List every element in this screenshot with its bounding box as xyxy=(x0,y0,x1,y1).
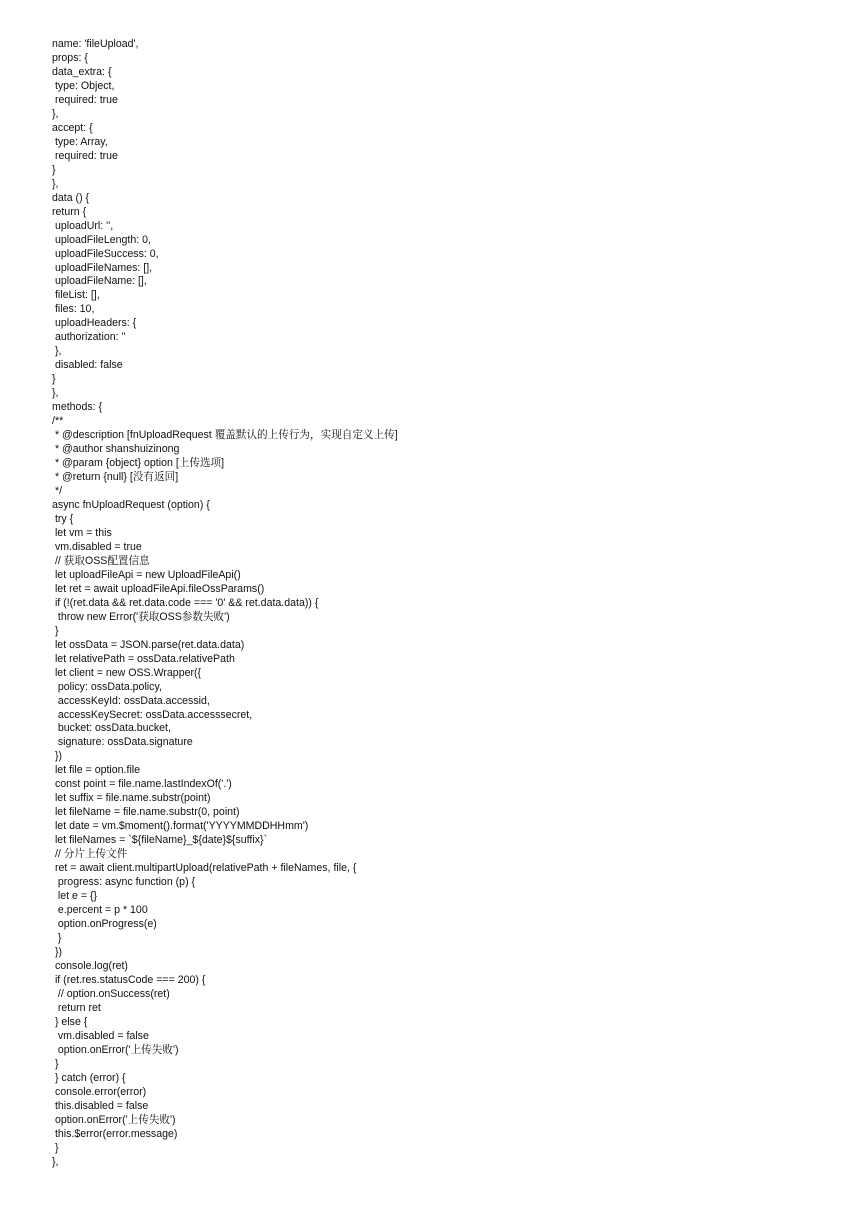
code-line: let relativePath = ossData.relativePath xyxy=(52,652,235,665)
code-line: let client = new OSS.Wrapper({ xyxy=(52,666,202,679)
code-line: let uploadFileApi = new UploadFileApi() xyxy=(52,568,241,581)
code-line: // 分片上传文件 xyxy=(52,848,128,861)
code-line: let ossData = JSON.parse(ret.data.data) xyxy=(52,638,245,651)
code-line: methods: { xyxy=(52,401,103,414)
code-line: uploadFileSuccess: 0, xyxy=(52,247,159,260)
code-line: let suffix = file.name.substr(point) xyxy=(52,792,211,805)
code-line: accept: { xyxy=(52,121,93,134)
code-line: throw new Error('获取OSS参数失败') xyxy=(52,610,230,623)
code-line: // option.onSuccess(ret) xyxy=(52,987,170,1000)
code-line: signature: ossData.signature xyxy=(52,736,193,749)
code-line: let file = option.file xyxy=(52,764,141,777)
code-line: * @param {object} option [上传选项] xyxy=(52,457,225,470)
code-line: * @return {null} [没有返回] xyxy=(52,471,179,484)
code-line: uploadFileName: [], xyxy=(52,275,147,288)
code-line: this.$error(error.message) xyxy=(52,1127,178,1140)
code-line: uploadFileNames: [], xyxy=(52,261,153,274)
code-line: progress: async function (p) { xyxy=(52,876,196,889)
code-line: } xyxy=(52,932,62,944)
code-line: console.log(ret) xyxy=(52,959,128,972)
code-line: } catch (error) { xyxy=(52,1071,126,1084)
code-line: }, xyxy=(52,177,59,190)
code-line: vm.disabled = true xyxy=(52,540,142,553)
code-line: } xyxy=(52,624,59,637)
code-line: return { xyxy=(52,205,87,218)
code-line: uploadUrl: '', xyxy=(52,219,114,232)
code-line: name: 'fileUpload', xyxy=(52,38,139,50)
code-line: } else { xyxy=(52,1015,88,1028)
code-line: } xyxy=(52,163,56,176)
code-line: * @author shanshuizinong xyxy=(52,443,180,456)
code-line: try { xyxy=(52,512,74,525)
code-line: async fnUploadRequest (option) { xyxy=(52,498,210,511)
code-line: * @description [fnUploadRequest 覆盖默认的上传行为，实现自定义上传] xyxy=(52,429,398,442)
code-line: let e = {} xyxy=(52,890,98,903)
code-line: option.onProgress(e) xyxy=(52,918,157,931)
code-line: } xyxy=(52,1141,59,1154)
code-line: props: { xyxy=(52,51,88,64)
code-line: data () { xyxy=(52,191,90,204)
code-line: return ret xyxy=(52,1001,101,1014)
code-line: console.error(error) xyxy=(52,1085,147,1098)
code-line: required: true xyxy=(52,149,118,162)
code-line: option.onError('上传失败') xyxy=(52,1043,179,1056)
code-line: uploadFileLength: 0, xyxy=(52,233,151,246)
code-line: let date = vm.$moment().format('YYYYMMDDHHmm') xyxy=(52,820,309,833)
code-line: }) xyxy=(52,945,63,958)
code-line: bucket: ossData.bucket, xyxy=(52,722,171,735)
code-line: data_extra: { xyxy=(52,65,112,78)
code-line: fileList: [], xyxy=(52,289,100,302)
code-line: let ret = await uploadFileApi.fileOssParams() xyxy=(52,582,265,595)
code-line: accessKeySecret: ossData.accesssecret, xyxy=(52,708,253,721)
code-line: ret = await client.multipartUpload(relativePath + fileNames, file, { xyxy=(52,862,357,875)
code-line: }, xyxy=(52,107,59,120)
code-line: // 获取OSS配置信息 xyxy=(52,554,150,567)
code-line: if (!(ret.data && ret.data.code === '0' && ret.data.data)) { xyxy=(52,596,319,609)
code-line: }) xyxy=(52,750,63,763)
code-line: let fileName = file.name.substr(0, point) xyxy=(52,806,240,819)
code-line: } xyxy=(52,373,56,386)
code-line: files: 10, xyxy=(52,303,95,316)
code-line: option.onError('上传失败') xyxy=(52,1113,176,1126)
code-line: const point = file.name.lastIndexOf('.') xyxy=(52,778,232,791)
code-line: }, xyxy=(52,1155,59,1168)
code-line: uploadHeaders: { xyxy=(52,317,137,330)
code-line: e.percent = p * 100 xyxy=(52,904,148,917)
code-line: accessKeyId: ossData.accessid, xyxy=(52,694,210,707)
code-line: } xyxy=(52,1057,59,1070)
code-line: }, xyxy=(52,345,62,358)
code-line: this.disabled = false xyxy=(52,1099,149,1112)
code-line: required: true xyxy=(52,93,118,106)
code-listing xyxy=(52,38,832,1169)
code-line: /** xyxy=(52,415,64,428)
code-line: let vm = this xyxy=(52,526,112,539)
code-line: type: Array, xyxy=(52,135,108,148)
code-line: policy: ossData.policy, xyxy=(52,680,162,693)
code-line: authorization: '' xyxy=(52,331,126,344)
code-line: type: Object, xyxy=(52,79,115,92)
code-line: vm.disabled = false xyxy=(52,1029,149,1042)
code-line: disabled: false xyxy=(52,359,123,372)
code-line: }, xyxy=(52,387,59,400)
code-line: */ xyxy=(52,485,63,497)
code-line: if (ret.res.statusCode === 200) { xyxy=(52,973,206,986)
code-line: let fileNames = `${fileName}_${date}${suffix}` xyxy=(52,834,268,847)
